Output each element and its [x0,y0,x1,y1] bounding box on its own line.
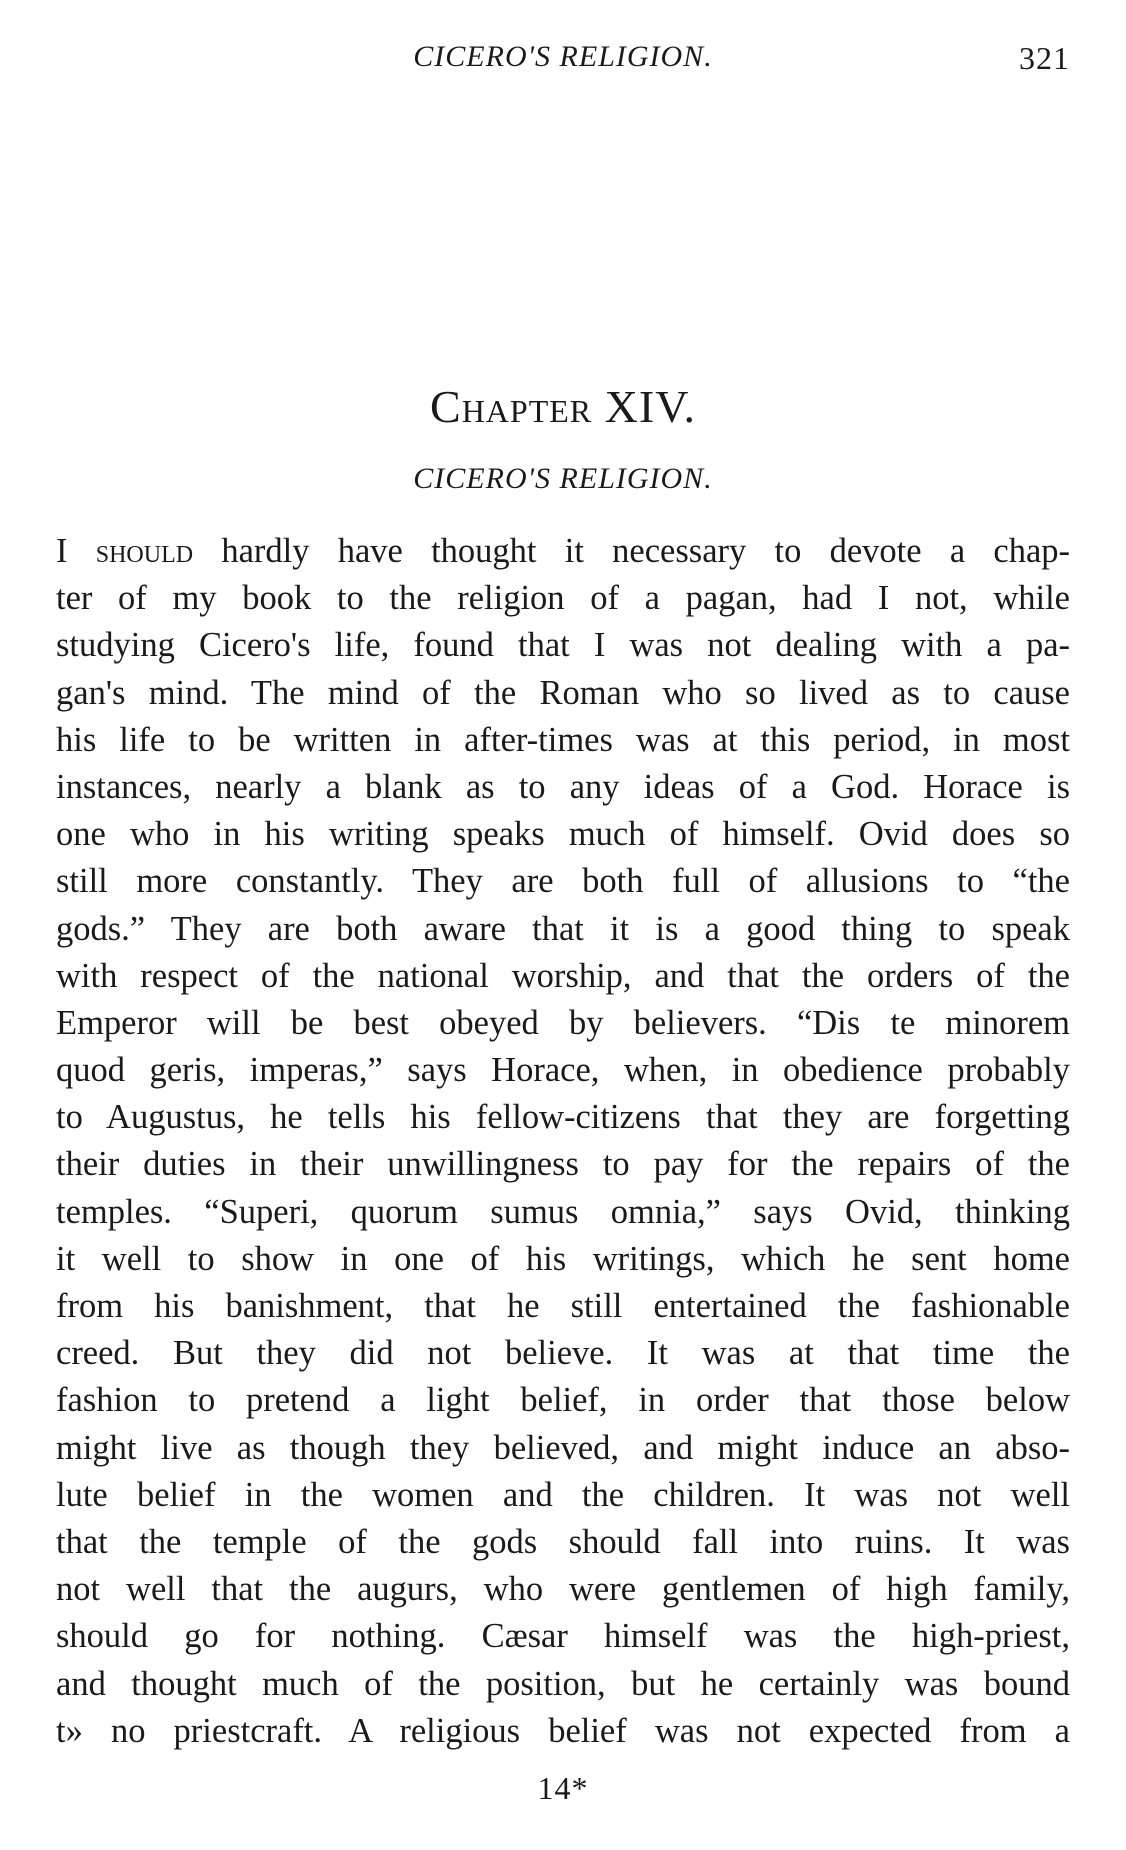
body-text [56,528,1070,1755]
text-line: might live as though they believed, and might induce an abso- [56,1428,1070,1467]
text-line: t» no priestcraft. A religious belief was not expected from a [56,1711,1070,1750]
text-line: to Augustus, he tells his fellow-citizens that they are forgetting [56,1098,1070,1137]
text-line: creed. But they did not believe. It was at that time the [56,1334,1070,1373]
text-line: studying Cicero's life, found that I was not dealing with a pa- [56,626,1070,665]
page-number: 321 [1019,40,1070,76]
text-line: Emperor will be best obeyed by believers. “Dis te minorem [56,1003,1070,1042]
text-line: not well that the augurs, who were gentlemen of high family, [56,1570,1070,1609]
text-line: it well to show in one of his writings, which he sent home [56,1239,1070,1278]
text-line: gods.” They are both aware that it is a good thing to speak [56,909,1070,948]
text-line: one who in his writing speaks much of himself. Ovid does so [56,815,1070,854]
text-line: gan's mind. The mind of the Roman who so lived as to cause [56,673,1070,712]
text-line: with respect of the national worship, and that the orders of the [56,956,1070,995]
text-line: I should hardly have thought it necessary to devote a chap- [56,532,1070,570]
text-line: still more constantly. They are both full of allusions to “the [56,862,1070,901]
chapter-number: XIV. [604,381,696,432]
text-line: should go for nothing. Cæsar himself was the high-priest, [56,1617,1070,1656]
text-line: fashion to pretend a light belief, in order that those below [56,1381,1070,1420]
opening-words: I should [56,532,194,570]
signature-mark: 14* [537,1770,589,1806]
running-title: CICERO'S RELIGION. [413,40,713,73]
text-line: and thought much of the position, but he certainly was bound [56,1664,1070,1703]
text-line: their duties in their unwillingness to pay for the repairs of the [56,1145,1070,1184]
chapter-label: Chapter [430,381,593,432]
running-head [56,40,1070,80]
text-line: temples. “Superi, quorum sumus omnia,” says Ovid, thinking [56,1192,1070,1231]
chapter-subtitle: CICERO'S RELIGION. [413,462,713,495]
text-line: ter of my book to the religion of a pagan, had I not, while [56,579,1070,618]
text-line: his life to be written in after-times was at this period, in most [56,720,1070,759]
chapter-heading [0,380,1126,433]
text-line: quod geris, imperas,” says Horace, when, in obedience probably [56,1051,1070,1090]
text-line: lute belief in the women and the children. It was not well [56,1475,1070,1514]
text-line: from his banishment, that he still entertained the fashionable [56,1287,1070,1325]
text-line: instances, nearly a blank as to any ideas of a God. Horace is [56,767,1070,806]
text-line: that the temple of the gods should fall into ruins. It was [56,1522,1070,1561]
